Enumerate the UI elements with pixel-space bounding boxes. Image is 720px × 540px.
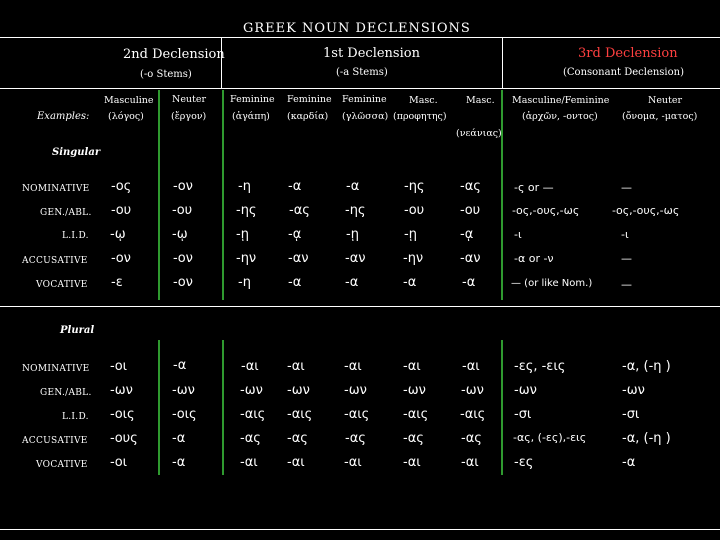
example-word: (ἔργον) (171, 111, 207, 122)
third-mf-ending: -ων (514, 383, 537, 398)
case-label: NOMINATIVE (22, 184, 90, 194)
ending: -ης (404, 179, 425, 194)
ending: -η (238, 179, 251, 194)
ending: -ης (345, 203, 366, 218)
ending: -αι (403, 359, 421, 374)
case-label: GEN./ABL. (40, 208, 92, 218)
third-n-ending: -ων (622, 383, 645, 398)
third-mf-ending: -ος,-ους,-ως (512, 204, 580, 217)
third-n-ending: -ι (621, 228, 629, 241)
example-word: (γλῶσσα) (342, 111, 389, 122)
column-divider (222, 90, 224, 300)
ending: -ων (110, 383, 133, 398)
third-mf-ending: -α or -ν (514, 252, 554, 265)
third-n-ending: -α, (-η ) (622, 359, 671, 374)
ending: -ον (173, 275, 193, 290)
example-word: (ἀρχῶν, -οντος) (522, 111, 598, 122)
ending: -ων (287, 383, 310, 398)
examples-label: Examples: (37, 111, 90, 122)
ending: -οι (110, 455, 128, 470)
third-n-ending: -α, (-η ) (622, 431, 671, 446)
ending: -ων (172, 383, 195, 398)
singular-label: Singular (52, 147, 101, 158)
ending: -α (462, 275, 476, 290)
column-divider (158, 340, 160, 475)
column-header: Neuter (648, 95, 683, 106)
ending: -ων (240, 383, 263, 398)
ending: -αις (344, 407, 370, 422)
third-n-ending: -ος,-ους,-ως (612, 204, 680, 217)
ending: -ον (111, 251, 131, 266)
ending: -ης (236, 203, 257, 218)
ending: -ων (344, 383, 367, 398)
column-divider (158, 90, 160, 300)
ending: -ε (111, 275, 123, 290)
ending: -οις (110, 407, 135, 422)
ending: -ην (236, 251, 257, 266)
ending: -ῃ (346, 227, 359, 242)
ending: -αι (462, 359, 480, 374)
column-divider (501, 90, 503, 300)
ending: -ος (111, 179, 132, 194)
ending: -αις (460, 407, 486, 422)
third-mf-ending: -σι (514, 407, 532, 422)
third-mf-ending: -ς or — (514, 181, 554, 194)
ending: -ῃ (404, 227, 417, 242)
ending: -ον (173, 251, 193, 266)
case-label: NOMINATIVE (22, 364, 90, 374)
ending: -οι (110, 359, 128, 374)
third-mf-ending: — (or like Nom.) (511, 278, 593, 289)
example-word: (νεάνιας) (456, 128, 502, 139)
ending: -ου (111, 203, 132, 218)
ending: -αι (344, 359, 362, 374)
ending: -ου (404, 203, 425, 218)
ending: -αν (288, 251, 309, 266)
ending: -αι (344, 455, 362, 470)
ending: -αι (240, 455, 258, 470)
column-divider (222, 340, 224, 475)
declension-divider-left (221, 38, 222, 88)
case-label: VOCATIVE (36, 280, 88, 290)
third-n-ending: — (621, 181, 632, 194)
ending: -α (172, 431, 186, 446)
first-declension-title: 1st Declension (323, 46, 420, 61)
third-n-ending: -σι (622, 407, 640, 422)
ending: -ους (110, 431, 138, 446)
example-word: (ὄνομα, -ματος) (622, 111, 698, 122)
page-title: GREEK NOUN DECLENSIONS (243, 21, 471, 36)
third-n-ending: -α (622, 455, 636, 470)
ending: -οις (172, 407, 197, 422)
ending: -α (173, 358, 187, 373)
ending: -ην (403, 251, 424, 266)
first-declension-subtitle: (-a Stems) (336, 67, 388, 78)
third-declension-subtitle: (Consonant Declension) (563, 67, 684, 78)
column-header: Feminine (287, 94, 332, 105)
ending: -ῳ (110, 227, 126, 242)
ending: -αι (461, 455, 479, 470)
ending: -ου (172, 203, 193, 218)
example-word: (ἀγάπη) (232, 111, 270, 122)
example-word: (προφητης) (393, 111, 447, 122)
example-word: (καρδία) (287, 111, 329, 122)
case-label: ACCUSATIVE (22, 436, 88, 446)
column-header: Masc. (409, 95, 438, 106)
column-header: Masculine (104, 95, 154, 106)
ending: -α (345, 275, 359, 290)
ending: -ᾳ (460, 227, 474, 242)
bottom-divider (0, 529, 720, 530)
column-header: Masc. (466, 95, 495, 106)
ending: -αι (287, 359, 305, 374)
ending: -ας (461, 431, 482, 446)
column-header: Feminine (230, 94, 275, 105)
third-mf-ending: -ας, (-ες),-εις (513, 431, 587, 444)
ending: -ων (461, 383, 484, 398)
case-label: L.I.D. (62, 231, 89, 241)
case-label: ACCUSATIVE (22, 256, 88, 266)
ending: -ῃ (236, 227, 249, 242)
ending: -αις (403, 407, 429, 422)
section-divider (0, 306, 720, 307)
third-n-ending: — (621, 278, 632, 291)
ending: -αις (240, 407, 266, 422)
example-word: (λόγος) (108, 111, 144, 122)
ending: -ας (345, 431, 366, 446)
third-n-ending: — (621, 252, 632, 265)
ending: -αι (287, 455, 305, 470)
ending: -α (288, 179, 302, 194)
ending: -αν (460, 251, 481, 266)
ending: -ον (173, 179, 193, 194)
ending: -α (403, 275, 417, 290)
ending: -αι (241, 359, 259, 374)
ending: -α (288, 275, 302, 290)
declension-divider-right (502, 38, 503, 88)
second-declension-subtitle: (-o Stems) (140, 69, 192, 80)
ending: -ας (287, 431, 308, 446)
third-mf-ending: -ες, -εις (514, 359, 566, 374)
ending: -ῳ (172, 227, 188, 242)
third-declension-title: 3rd Declension (578, 46, 678, 61)
third-mf-ending: -ι (514, 228, 522, 241)
ending: -αν (345, 251, 366, 266)
ending: -αι (403, 455, 421, 470)
ending: -α (172, 455, 186, 470)
column-header: Neuter (172, 94, 207, 105)
ending: -ας (403, 431, 424, 446)
second-declension-title: 2nd Declension (123, 47, 225, 62)
ending: -α (346, 179, 360, 194)
ending: -ᾳ (288, 227, 302, 242)
third-mf-ending: -ες (514, 455, 534, 470)
column-divider (501, 340, 503, 475)
plural-label: Plural (60, 325, 95, 336)
case-label: L.I.D. (62, 412, 89, 422)
ending: -ας (240, 431, 261, 446)
ending: -αις (287, 407, 313, 422)
ending: -ας (289, 203, 310, 218)
ending: -ου (460, 203, 481, 218)
ending: -ων (403, 383, 426, 398)
ending: -ας (460, 179, 481, 194)
column-header: Masculine/Feminine (512, 95, 610, 106)
case-label: GEN./ABL. (40, 388, 92, 398)
ending: -η (238, 275, 251, 290)
title-underline (0, 37, 720, 38)
column-header: Feminine (342, 94, 387, 105)
column-header-divider (0, 88, 720, 89)
case-label: VOCATIVE (36, 460, 88, 470)
